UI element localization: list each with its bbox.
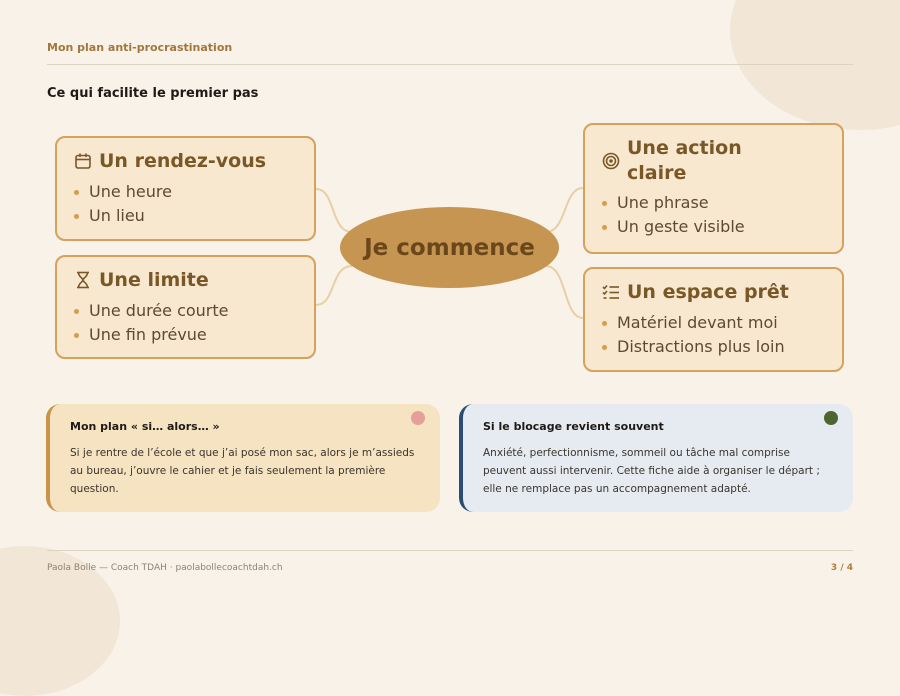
page-number: 3 / 4 [830, 563, 853, 573]
center-node-label: Je commence [364, 234, 535, 261]
connector-rdv [316, 189, 352, 232]
note-body: Si je rentre de l’école et que j’ai posé mon sac, alors je m’assieds au bureau, j’ouvre le cahier et je fais seulement la première question. [70, 447, 415, 495]
list-item: Une fin prévue [73, 323, 298, 347]
note-title: Mon plan « si… alors… » [70, 420, 220, 433]
card-title-rendez-vous: Un rendez-vous [99, 150, 267, 172]
card-action-claire [583, 123, 844, 254]
list-item: Une durée courte [73, 299, 298, 323]
footer-credit: Paola Bolle — Coach TDAH · paolabollecoachtdah.ch [47, 563, 283, 573]
note-body: Anxiété, perfectionnisme, sommeil ou tâche mal comprise peuvent aussi intervenir. Cette fiche aide à organiser le départ ; elle ne remplace pas un accompagnement adapté. [483, 447, 820, 495]
note-si-alors [46, 404, 440, 512]
mindmap-center-node [340, 207, 559, 288]
section-title: Ce qui facilite le premier pas [47, 86, 259, 101]
target-icon [601, 152, 621, 170]
card-espace-pret [583, 267, 844, 372]
connector-espace [546, 266, 583, 318]
connector-action [546, 188, 583, 232]
connector-limite [316, 266, 352, 305]
list-item: Distractions plus loin [601, 335, 826, 359]
footer-divider [47, 550, 853, 551]
hourglass-icon [73, 271, 93, 289]
list-item: Une phrase [601, 191, 826, 215]
pink-dot-icon [411, 411, 425, 425]
note-blocage [459, 404, 853, 512]
card-title-limite: Une limite [99, 269, 209, 291]
card-title-action-line1: Une action [627, 137, 742, 159]
header-title: Mon plan anti-procrastination [47, 41, 233, 54]
checklist-icon [601, 284, 621, 300]
card-title-action-line2: claire [627, 161, 687, 184]
list-item: Une heure [73, 180, 298, 204]
green-dot-icon [824, 411, 838, 425]
card-title-espace: Un espace prêt [627, 281, 789, 303]
card-limite [55, 255, 316, 359]
card-rendez-vous [55, 136, 316, 241]
note-title: Si le blocage revient souvent [483, 420, 664, 433]
list-item: Matériel devant moi [601, 311, 826, 335]
calendar-icon [73, 152, 93, 170]
list-item: Un geste visible [601, 215, 826, 239]
list-item: Un lieu [73, 204, 298, 228]
